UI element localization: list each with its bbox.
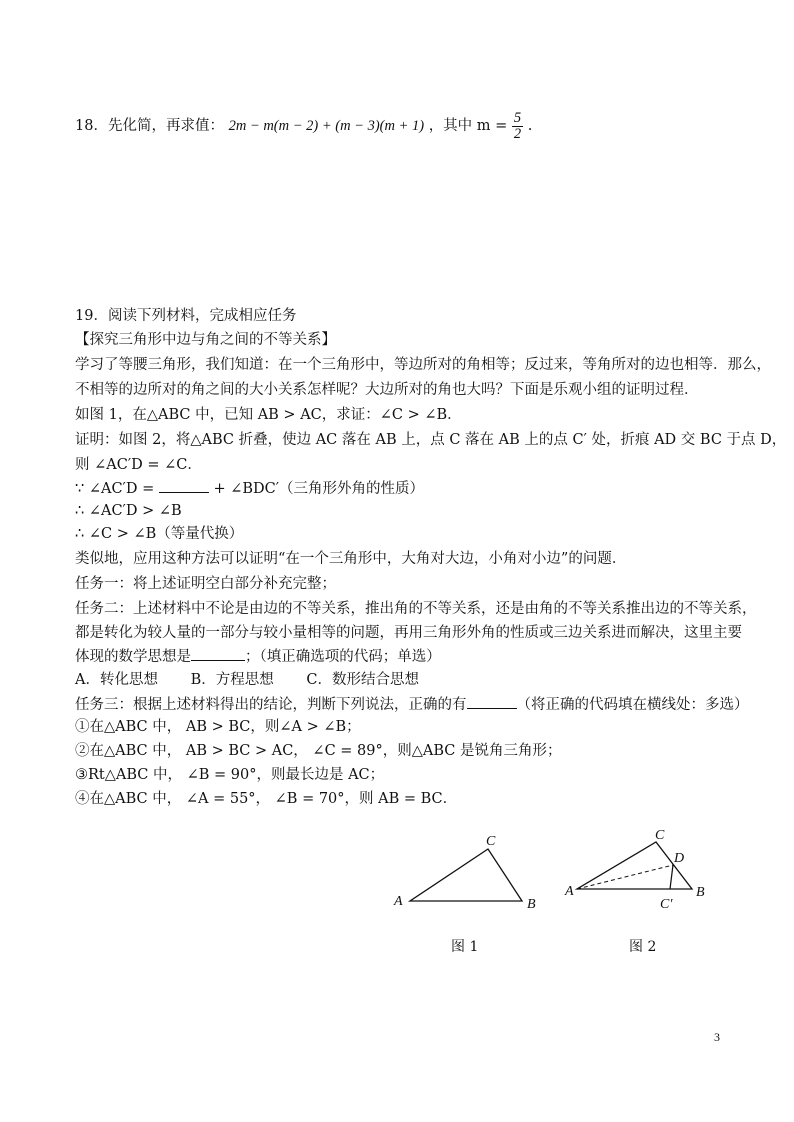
statement-1: ①在△ABC 中， AB > BC，则∠A > ∠B； — [75, 719, 361, 735]
q19-title: 19．阅读下列材料，完成相应任务 — [75, 308, 297, 324]
option-a: A．转化思想 — [75, 672, 158, 688]
q18-expression: 2m − m(m − 2) + (m − 3)(m + 1) — [228, 118, 425, 134]
q18-prefix: 18．先化简，再求值： — [75, 118, 224, 134]
task-2-line-3 — [75, 646, 441, 667]
figure-1 — [390, 835, 550, 920]
q19-p7: ∴ ∠AC′D > ∠B — [75, 503, 182, 519]
q18-frac-den: 2 — [513, 125, 522, 142]
q19-p2: 不相等的边所对的角之间的大小关系怎样呢？大边所对的角也大吗？下面是乐观小组的证明过程． — [75, 382, 699, 398]
q19-p6-a: ∵ ∠AC′D = — [75, 481, 159, 497]
q19-p4: 证明：如图 2，将△ABC 折叠，使边 AC 落在 AB 上，点 C 落在 AB 上的点 C′ 处，折痕 AD 交 BC 于点 D， — [75, 432, 787, 448]
statement-4: ④在△ABC 中， ∠A = 55°， ∠B = 70°，则 AB = BC． — [75, 791, 458, 807]
task-2-line-3-b: ；（填正确选项的代码；单选） — [245, 649, 441, 665]
q19-p1: 学习了等腰三角形，我们知道：在一个三角形中，等边所对的角相等；反过来，等角所对的边也相等．那么， — [75, 357, 771, 373]
label-c: C — [486, 835, 496, 849]
q19-p9: 类似地，应用这种方法可以证明“在一个三角形中，大角对大边，小角对小边”的问题． — [75, 551, 627, 567]
label-d: D — [674, 851, 685, 866]
task-2-line-2: 都是转化为较人量的一部分与较小量相等的问题，再用三角形外角的性质或三边关系进而解决，这里主要 — [75, 625, 742, 641]
segment-dc-prime — [670, 865, 673, 889]
figure-1-caption: 图 1 — [451, 939, 479, 955]
q18-fraction — [512, 111, 523, 142]
page-number: 3 — [714, 1030, 720, 1044]
statement-3: ③Rt△ABC 中， ∠B = 90°，则最长边是 AC； — [75, 767, 385, 783]
task-3-answer-blank[interactable] — [467, 694, 517, 709]
q19-heading: 【探究三角形中边与角之间的不等关系】 — [75, 332, 336, 348]
q19-p6 — [75, 478, 424, 499]
figure-2 — [560, 825, 720, 915]
triangle-abc — [410, 849, 522, 901]
label-a: A — [394, 894, 403, 909]
proof-answer-blank[interactable] — [159, 478, 209, 493]
figure-2-caption: 图 2 — [629, 939, 657, 955]
task-3-b: （将正确的代码填在横线处：多选） — [516, 697, 749, 713]
q19-p6-b: + ∠BDC′（三角形外角的性质） — [208, 481, 425, 497]
fold-line-ad — [577, 865, 673, 889]
option-c: C．数形结合思想 — [306, 672, 419, 688]
q18-frac-num: 5 — [513, 109, 522, 126]
task-2-line-3-a: 体现的数学思想是 — [75, 649, 191, 665]
q18-end: . — [527, 118, 533, 134]
task-3-a: 任务三：根据上述材料得出的结论，判断下列说法，正确的有 — [75, 697, 467, 713]
label-b: B — [527, 897, 536, 912]
task-2-options — [75, 670, 419, 690]
q18-where: ，其中 m = — [428, 118, 508, 134]
task-2-line-1: 任务二：上述材料中不论是由边的不等关系，推出角的不等关系，还是由角的不等关系推出边的不等关系， — [75, 601, 757, 617]
q19-p5: 则 ∠AC′D = ∠C． — [75, 457, 202, 473]
q19-p3: 如图 1，在△ABC 中，已知 AB > AC，求证：∠C > ∠B． — [75, 407, 462, 423]
label-c: C — [655, 828, 665, 843]
task-3 — [75, 694, 749, 715]
task-1: 任务一：将上述证明空白部分补充完整； — [75, 576, 336, 592]
statement-2: ②在△ABC 中， AB > BC > AC， ∠C = 89°，则△ABC 是锐角三角形； — [75, 743, 562, 759]
task-2-answer-blank[interactable] — [191, 646, 245, 661]
label-a: A — [565, 884, 574, 899]
label-c-prime: C′ — [660, 897, 673, 912]
question-18 — [75, 108, 532, 144]
label-b: B — [696, 885, 705, 900]
option-b: B．方程思想 — [190, 672, 274, 688]
q19-p8: ∴ ∠C > ∠B（等量代换） — [75, 526, 244, 542]
